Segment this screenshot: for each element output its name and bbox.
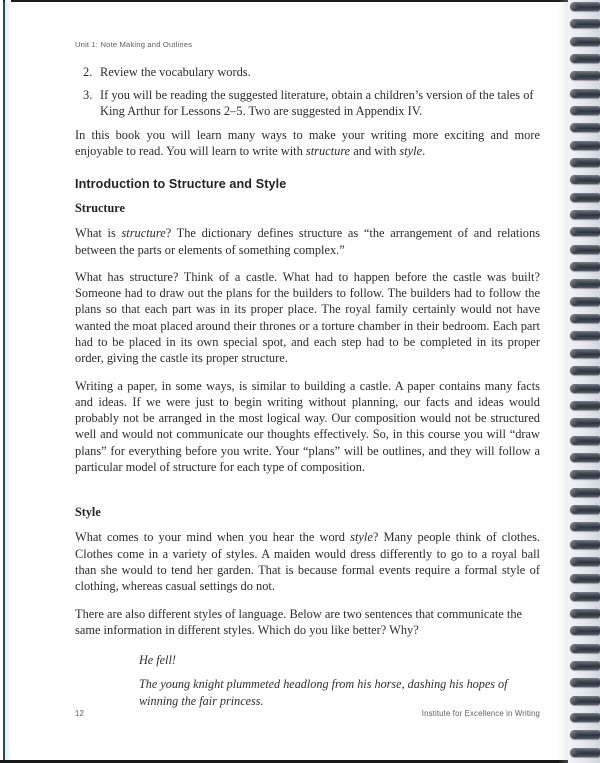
binding-coil — [570, 557, 600, 566]
binding-coil — [570, 71, 600, 80]
binding-coil — [570, 401, 600, 410]
intro-text-b: and with — [350, 143, 400, 158]
publisher-name: Institute for Excellence in Writing — [421, 709, 540, 718]
binding-coil — [570, 123, 600, 132]
structure-p1-text-b: ? The dictionary defines structure as “the arrangement of and relations between the parts or elements of something complex.” — [75, 226, 541, 257]
spiral-binding — [558, 0, 600, 763]
style-paragraph-1 — [75, 529, 540, 594]
binding-coil — [570, 2, 600, 11]
binding-coil — [570, 331, 600, 340]
structure-p1-text-a: What is — [75, 226, 122, 241]
binding-coil — [570, 19, 600, 28]
list-item — [75, 64, 540, 80]
binding-coil — [570, 262, 600, 271]
list-item — [75, 87, 540, 119]
binding-coil — [570, 279, 600, 288]
section-heading: Introduction to Structure and Style — [75, 177, 287, 192]
binding-coil — [570, 37, 600, 46]
numbered-instruction-list — [75, 64, 540, 120]
binding-coil — [570, 158, 600, 167]
binding-coil — [570, 748, 600, 757]
binding-coil — [570, 592, 600, 601]
binding-coil — [570, 436, 600, 445]
example-sentence-plain: He fell! — [139, 653, 176, 668]
structure-p1-emphasis: structure — [121, 226, 166, 241]
binding-coil — [570, 609, 600, 618]
binding-coil — [570, 661, 600, 670]
binding-coil — [570, 713, 600, 722]
binding-coil — [570, 384, 600, 393]
binding-coil — [570, 696, 600, 705]
binding-coil — [570, 574, 600, 583]
binding-coil — [570, 418, 600, 427]
binding-coil — [570, 349, 600, 358]
binding-coil — [570, 227, 600, 236]
binding-coil — [570, 297, 600, 306]
example-sentence-dressed-up: The young knight plummeted headlong from his horse, dashing his hopes of winning the fair princess. — [139, 677, 508, 708]
style-examples — [139, 652, 540, 709]
subheading-style: Style — [75, 505, 101, 520]
binding-coil — [570, 141, 600, 150]
binding-coil — [570, 678, 600, 687]
intro-text-a: In this book you will learn many ways to make your writing more exciting and more enjoyable to read. You will learn to write with — [75, 127, 540, 158]
page-number: 12 — [75, 709, 85, 718]
binding-coil — [570, 245, 600, 254]
subheading-structure: Structure — [75, 201, 125, 216]
style-p1-emphasis: style — [350, 530, 373, 545]
binding-coil — [570, 175, 600, 184]
binding-coil — [570, 540, 600, 549]
binding-coil — [570, 366, 600, 375]
intro-text-c: . — [422, 143, 426, 158]
structure-paragraph-2: What has structure? Think of a castle. What had to happen before the castle was built? Someone had to draw out the plans for the builders to follow. The builders had to follow the plans so that each part was in its proper place. The royal family certainly would not have wanted the moat placed around their thrones or a torture chamber in their bedroom. Each part had to be placed in its own special spot, and each step had to be completed in its proper order, giving the castle its proper structure. — [75, 269, 540, 366]
binding-coil — [570, 210, 600, 219]
binding-coil — [570, 644, 600, 653]
binding-coil — [570, 488, 600, 497]
list-item-text: Review the vocabulary words. — [100, 65, 251, 79]
running-head: Unit 1: Note Making and Outlines — [75, 40, 193, 49]
binding-coil — [570, 505, 600, 514]
intro-emphasis-structure: structure — [305, 143, 351, 158]
scan-edge-left-white — [0, 0, 3, 763]
style-paragraph-2: There are also different styles of language. Below are two sentences that communicate the same information in different styles. Which do you like better? Why? — [75, 606, 523, 637]
list-item-number: 3. — [83, 88, 93, 103]
binding-coil — [570, 730, 600, 739]
style-p1-text-a: What comes to your mind when you hear the word — [75, 530, 351, 545]
binding-coil — [570, 470, 600, 479]
binding-coil — [570, 314, 600, 323]
binding-coil — [570, 453, 600, 462]
intro-paragraph — [75, 127, 540, 160]
binding-coil — [570, 626, 600, 635]
binding-coil — [570, 522, 600, 531]
list-item-text: If you will be reading the suggested literature, obtain a children’s version of the tales of King Arthur for Lessons 2–5. Two are suggested in Appendix IV. — [100, 88, 534, 119]
style-p1-text-b: ? Many people think of clothes. Clothes come in a variety of styles. A maiden would dress differently to go to a royal ball than she would to tend her garden. That is because formal events require a formal style of clothing, whereas casual settings do not. — [75, 530, 540, 594]
intro-emphasis-style: style — [399, 143, 423, 158]
text-flow — [75, 64, 540, 717]
structure-paragraph-3: Writing a paper, in some ways, is similar to building a castle. A paper contains many facts and ideas. If we were just to begin writing without planning, our facts and ideas would probably not be arranged in the most logical way. Our composition would not be structured well and would not communicate our thoughts effectively. So, in this course you will “draw plans” for everything before you write. Your “plans” will be outlines, and they will follow a particular model of structure for each type of composition. — [75, 378, 540, 475]
list-item-number: 2. — [83, 65, 93, 79]
binding-coil — [570, 193, 600, 202]
page-content — [75, 0, 540, 763]
page-footer — [75, 709, 540, 718]
binding-coil — [570, 54, 600, 63]
binding-coil — [570, 89, 600, 98]
binding-coil — [570, 106, 600, 115]
structure-paragraph-1 — [75, 225, 540, 258]
